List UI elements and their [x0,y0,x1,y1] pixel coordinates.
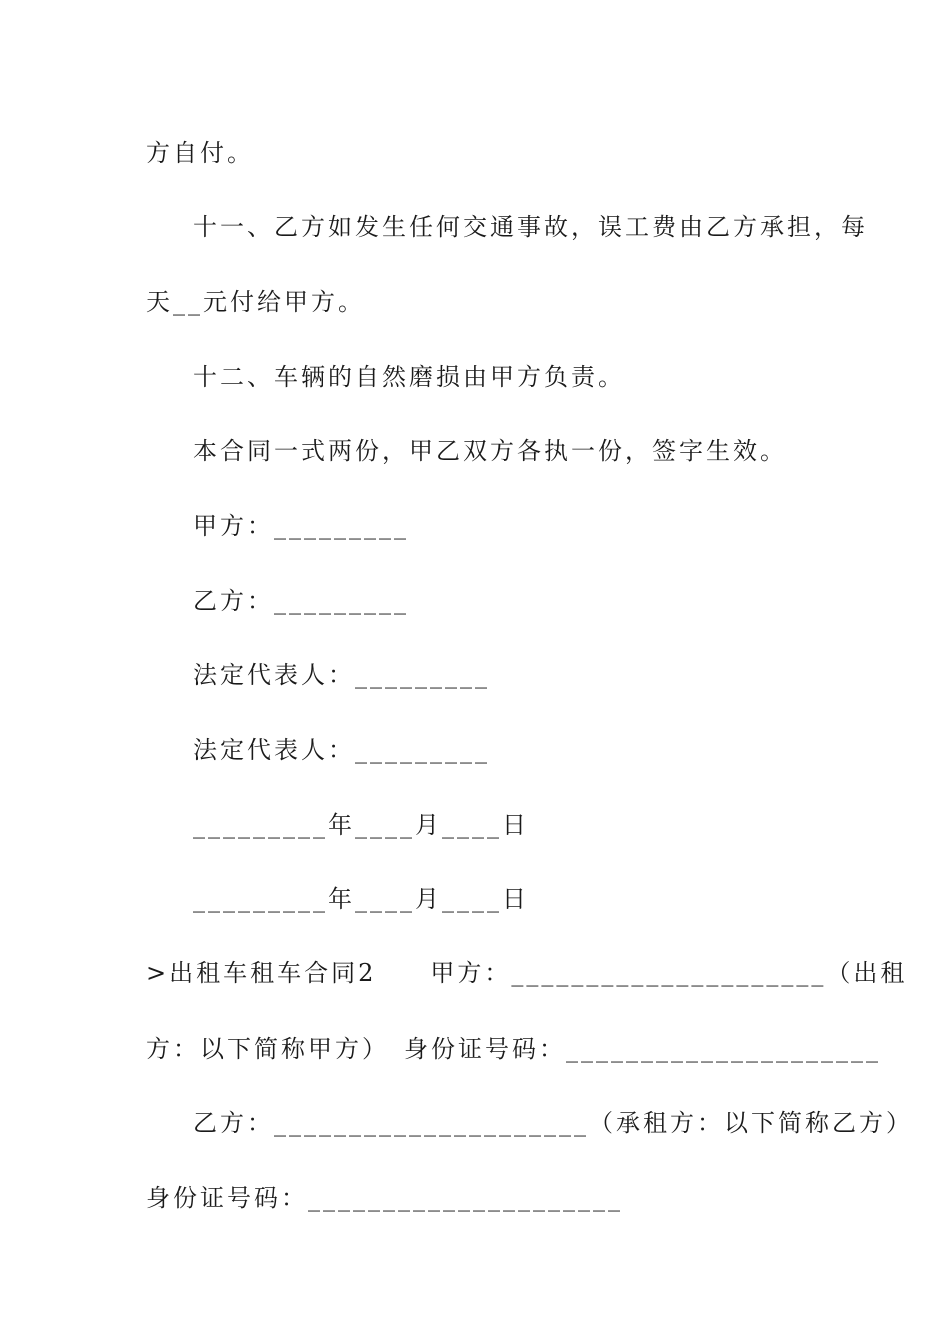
party-b-signature: 乙方：_________ [193,587,409,615]
date-line-a: _________年____月____日 [193,811,529,839]
party-b-id-line: 身份证号码：_____________________ [146,1184,623,1212]
contract-copies-note: 本合同一式两份，甲乙双方各执一份，签字生效。 [193,437,787,465]
date-line-b: _________年____月____日 [193,885,529,913]
clause-11-line-2: 天__元付给甲方。 [146,288,365,316]
clause-12: 十二、车辆的自然磨损由甲方负责。 [193,363,625,391]
contract-2-heading: >出租车租车合同2 甲方：_____________________（出租 [146,959,908,987]
paragraph-line: 方自付。 [146,139,254,167]
legal-representative-b: 法定代表人：_________ [193,736,490,764]
party-a-id-line: 方：以下简称甲方） 身份证号码：_____________________ [146,1035,881,1063]
legal-representative-a: 法定代表人：_________ [193,661,490,689]
party-b-line: 乙方：_____________________（承租方：以下简称乙方） [193,1109,913,1137]
clause-11-line-1: 十一、乙方如发生任何交通事故，误工费由乙方承担，每 [193,213,868,241]
party-a-signature: 甲方：_________ [193,512,409,540]
